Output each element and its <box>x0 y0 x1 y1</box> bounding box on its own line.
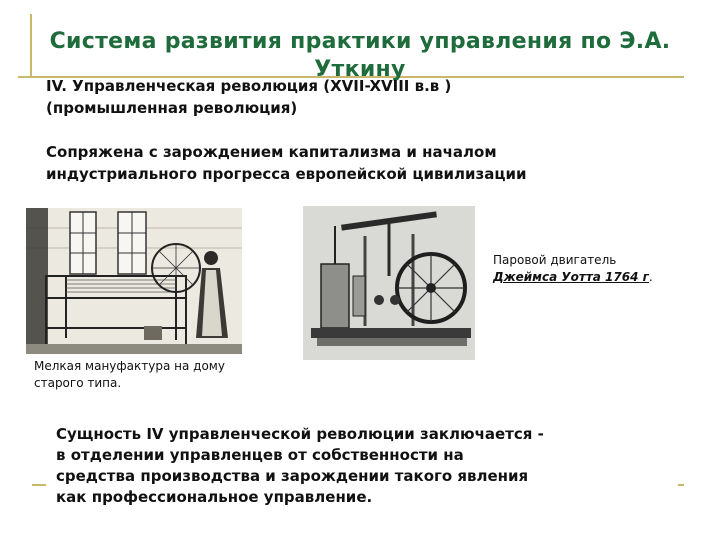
manufactory-caption: Мелкая мануфактура на дому старого типа. <box>34 359 225 390</box>
watt-link[interactable]: Джеймса Уотта 1764 г <box>493 270 649 284</box>
essence-line-4: как профессиональное управление. <box>56 488 373 506</box>
section-text <box>46 75 666 185</box>
caption-period: . <box>648 270 653 284</box>
decor-bottom-line-right <box>678 484 684 486</box>
decor-bottom-line-left <box>32 484 46 486</box>
essence-line-3: средства производства и зарождении такого явления <box>56 467 529 485</box>
description-line-2: индустриального прогресса европейской цивилизации <box>46 165 527 183</box>
essence-line-2: в отделении управленцев от собственности на <box>56 446 464 464</box>
heading-line-1: IV. Управленческая революция (XVII-XVIII в.в ) <box>46 77 452 95</box>
essence-paragraph <box>56 424 656 508</box>
steam-engine-caption <box>493 252 693 286</box>
slide-title: Система развития практики управления по Э.А. Уткину <box>49 29 671 82</box>
manufactory-engraving-image <box>26 208 242 354</box>
steam-engine-caption-line-1: Паровой двигатель <box>493 253 617 267</box>
essence-line-1: Сущность IV управленческой революции заключается - <box>56 425 544 443</box>
steam-engine-engraving-image <box>303 206 475 360</box>
description-line-1: Сопряжена с зарождением капитализма и началом <box>46 143 497 161</box>
decor-vertical-line <box>30 14 32 76</box>
heading-line-2: (промышленная революция) <box>46 99 298 117</box>
